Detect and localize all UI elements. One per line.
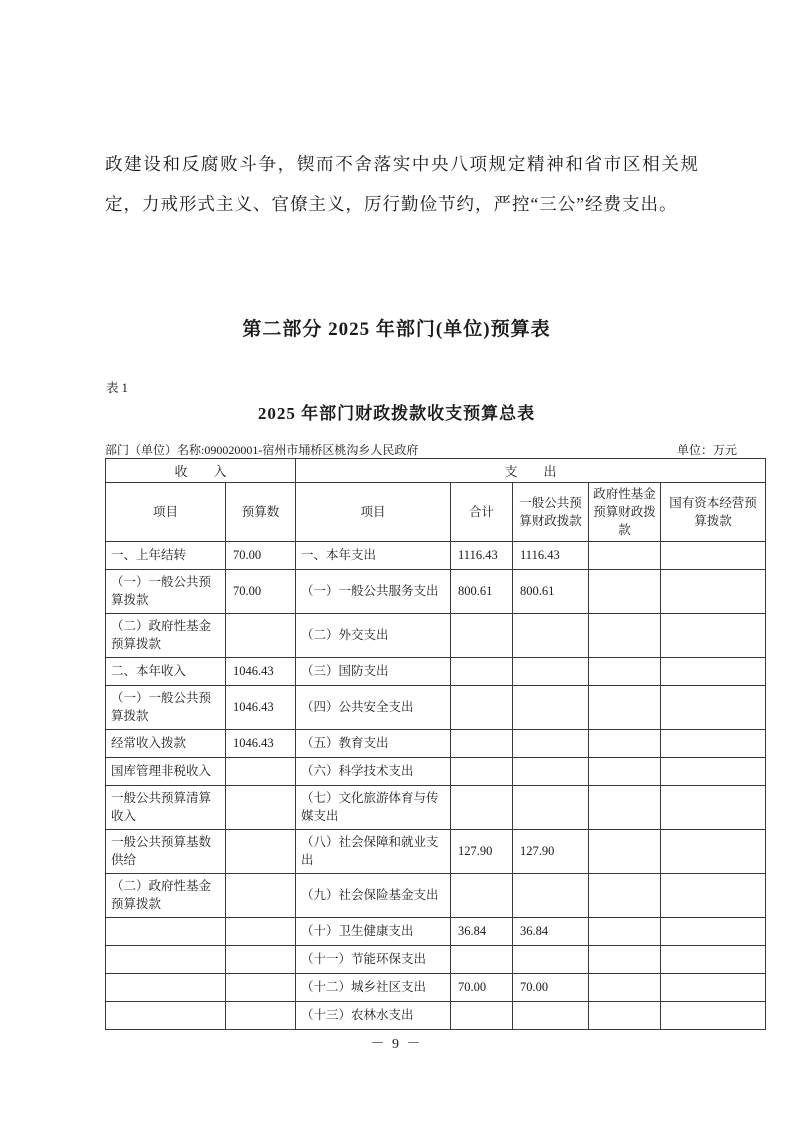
cell-expense-gov-fund xyxy=(589,974,661,1002)
cell-expense-gov-fund xyxy=(589,946,661,974)
table-row xyxy=(106,918,766,946)
cell-expense-total xyxy=(451,686,513,730)
cell-expense-general-budget: 127.90 xyxy=(513,830,589,874)
cell-expense-total xyxy=(451,1002,513,1030)
department-name: 部门（单位）名称:090020001-宿州市埇桥区桃沟乡人民政府 xyxy=(105,443,419,457)
col-expense-general-budget: 一般公共预算财政拨款 xyxy=(513,483,589,542)
table-row xyxy=(106,1002,766,1030)
cell-expense-gov-fund xyxy=(589,730,661,758)
cell-income-item xyxy=(106,946,226,974)
cell-expense-state-capital xyxy=(661,786,766,830)
table-row xyxy=(106,614,766,658)
cell-expense-general-budget xyxy=(513,786,589,830)
cell-expense-total xyxy=(451,874,513,918)
cell-income-item: （一）一般公共预算拨款 xyxy=(106,686,226,730)
cell-expense-gov-fund xyxy=(589,918,661,946)
intro-paragraph: 政建设和反腐败斗争，锲而不舍落实中央八项规定精神和省市区相关规定，力戒形式主义、官僚主义，厉行勤俭节约，严控“三公”经费支出。 xyxy=(105,154,699,214)
col-expense-item: 项目 xyxy=(296,483,451,542)
cell-expense-gov-fund xyxy=(589,542,661,570)
cell-income-budget xyxy=(226,614,296,658)
table-row xyxy=(106,570,766,614)
cell-expense-item: （十二）城乡社区支出 xyxy=(296,974,451,1002)
cell-income-item: （二）政府性基金预算拨款 xyxy=(106,874,226,918)
cell-expense-general-budget xyxy=(513,658,589,686)
cell-expense-item: （九）社会保险基金支出 xyxy=(296,874,451,918)
col-expense-gov-fund: 政府性基金预算财政拨款 xyxy=(589,483,661,542)
cell-expense-gov-fund xyxy=(589,614,661,658)
income-section-header: 收 入 xyxy=(106,459,296,483)
table-title: 2025 年部门财政拨款收支预算总表 xyxy=(257,404,536,423)
cell-expense-state-capital xyxy=(661,874,766,918)
table-row xyxy=(106,786,766,830)
cell-expense-item: （二）外交支出 xyxy=(296,614,451,658)
cell-expense-item: 一、本年支出 xyxy=(296,542,451,570)
cell-income-budget xyxy=(226,946,296,974)
cell-expense-total xyxy=(451,614,513,658)
cell-income-budget: 1046.43 xyxy=(226,658,296,686)
cell-expense-gov-fund xyxy=(589,758,661,786)
cell-income-budget: 70.00 xyxy=(226,570,296,614)
cell-expense-general-budget: 1116.43 xyxy=(513,542,589,570)
table-row xyxy=(106,658,766,686)
cell-expense-item: （十三）农林水支出 xyxy=(296,1002,451,1030)
expenditure-section-header: 支 出 xyxy=(296,459,766,483)
cell-income-item: 国库管理非税收入 xyxy=(106,758,226,786)
cell-expense-general-budget xyxy=(513,1002,589,1030)
cell-expense-gov-fund xyxy=(589,786,661,830)
cell-income-budget xyxy=(226,918,296,946)
col-expense-state-capital: 国有资本经营预算拨款 xyxy=(661,483,766,542)
table-row xyxy=(106,758,766,786)
cell-expense-total xyxy=(451,730,513,758)
cell-income-item: 经常收入拨款 xyxy=(106,730,226,758)
table-row xyxy=(106,542,766,570)
cell-income-budget xyxy=(226,974,296,1002)
cell-expense-total xyxy=(451,946,513,974)
cell-expense-total: 70.00 xyxy=(451,974,513,1002)
cell-expense-general-budget xyxy=(513,946,589,974)
cell-expense-state-capital xyxy=(661,570,766,614)
cell-income-item: 一般公共预算基数供给 xyxy=(106,830,226,874)
cell-expense-general-budget: 36.84 xyxy=(513,918,589,946)
cell-income-item: （一）一般公共预算拨款 xyxy=(106,570,226,614)
cell-expense-item: （七）文化旅游体育与传媒支出 xyxy=(296,786,451,830)
cell-income-item: 二、本年收入 xyxy=(106,658,226,686)
cell-expense-general-budget xyxy=(513,758,589,786)
table-row xyxy=(106,730,766,758)
cell-expense-state-capital xyxy=(661,658,766,686)
cell-expense-general-budget: 70.00 xyxy=(513,974,589,1002)
cell-income-item xyxy=(106,974,226,1002)
cell-expense-gov-fund xyxy=(589,874,661,918)
cell-expense-state-capital xyxy=(661,974,766,1002)
cell-expense-gov-fund xyxy=(589,830,661,874)
cell-expense-item: （三）国防支出 xyxy=(296,658,451,686)
cell-expense-gov-fund xyxy=(589,570,661,614)
cell-expense-total: 127.90 xyxy=(451,830,513,874)
table-group-header-row xyxy=(106,459,766,483)
cell-income-item xyxy=(106,1002,226,1030)
cell-expense-item: （六）科学技术支出 xyxy=(296,758,451,786)
cell-expense-state-capital xyxy=(661,686,766,730)
cell-expense-total xyxy=(451,658,513,686)
col-income-item: 项目 xyxy=(106,483,226,542)
unit-label: 单位：万元 xyxy=(676,443,737,457)
cell-expense-item: （四）公共安全支出 xyxy=(296,686,451,730)
table-row xyxy=(106,686,766,730)
cell-expense-general-budget xyxy=(513,730,589,758)
table-label: 表 1 xyxy=(106,381,128,395)
cell-expense-total: 36.84 xyxy=(451,918,513,946)
table-row xyxy=(106,830,766,874)
table-meta xyxy=(105,441,765,458)
section-heading: 第二部分 2025 年部门(单位)预算表 xyxy=(242,319,551,340)
cell-expense-general-budget xyxy=(513,874,589,918)
cell-expense-state-capital xyxy=(661,614,766,658)
cell-income-item: （二）政府性基金预算拨款 xyxy=(106,614,226,658)
cell-expense-gov-fund xyxy=(589,686,661,730)
table-row xyxy=(106,874,766,918)
cell-expense-state-capital xyxy=(661,830,766,874)
table-column-header-row xyxy=(106,483,766,542)
cell-income-item: 一、上年结转 xyxy=(106,542,226,570)
cell-expense-general-budget xyxy=(513,614,589,658)
cell-expense-total xyxy=(451,786,513,830)
col-income-budget: 预算数 xyxy=(226,483,296,542)
cell-expense-state-capital xyxy=(661,946,766,974)
cell-expense-gov-fund xyxy=(589,1002,661,1030)
table-row xyxy=(106,974,766,1002)
cell-expense-general-budget: 800.61 xyxy=(513,570,589,614)
cell-expense-item: （一）一般公共服务支出 xyxy=(296,570,451,614)
cell-expense-total: 1116.43 xyxy=(451,542,513,570)
cell-expense-item: （十）卫生健康支出 xyxy=(296,918,451,946)
cell-expense-state-capital xyxy=(661,542,766,570)
cell-income-budget xyxy=(226,1002,296,1030)
cell-income-budget xyxy=(226,786,296,830)
cell-expense-state-capital xyxy=(661,1002,766,1030)
cell-income-budget: 1046.43 xyxy=(226,686,296,730)
cell-expense-gov-fund xyxy=(589,658,661,686)
cell-expense-state-capital xyxy=(661,758,766,786)
cell-income-budget xyxy=(226,758,296,786)
cell-expense-item: （五）教育支出 xyxy=(296,730,451,758)
cell-income-budget xyxy=(226,874,296,918)
cell-expense-total xyxy=(451,758,513,786)
cell-expense-total: 800.61 xyxy=(451,570,513,614)
budget-table xyxy=(105,458,766,1030)
cell-income-item: 一般公共预算清算收入 xyxy=(106,786,226,830)
cell-income-budget xyxy=(226,830,296,874)
cell-income-budget: 70.00 xyxy=(226,542,296,570)
col-expense-total: 合计 xyxy=(451,483,513,542)
page-number: － 9 － xyxy=(370,1037,423,1052)
cell-expense-item: （八）社会保障和就业支出 xyxy=(296,830,451,874)
cell-income-item xyxy=(106,918,226,946)
cell-expense-general-budget xyxy=(513,686,589,730)
cell-income-budget: 1046.43 xyxy=(226,730,296,758)
cell-expense-state-capital xyxy=(661,730,766,758)
cell-expense-state-capital xyxy=(661,918,766,946)
table-row xyxy=(106,946,766,974)
cell-expense-item: （十一）节能环保支出 xyxy=(296,946,451,974)
